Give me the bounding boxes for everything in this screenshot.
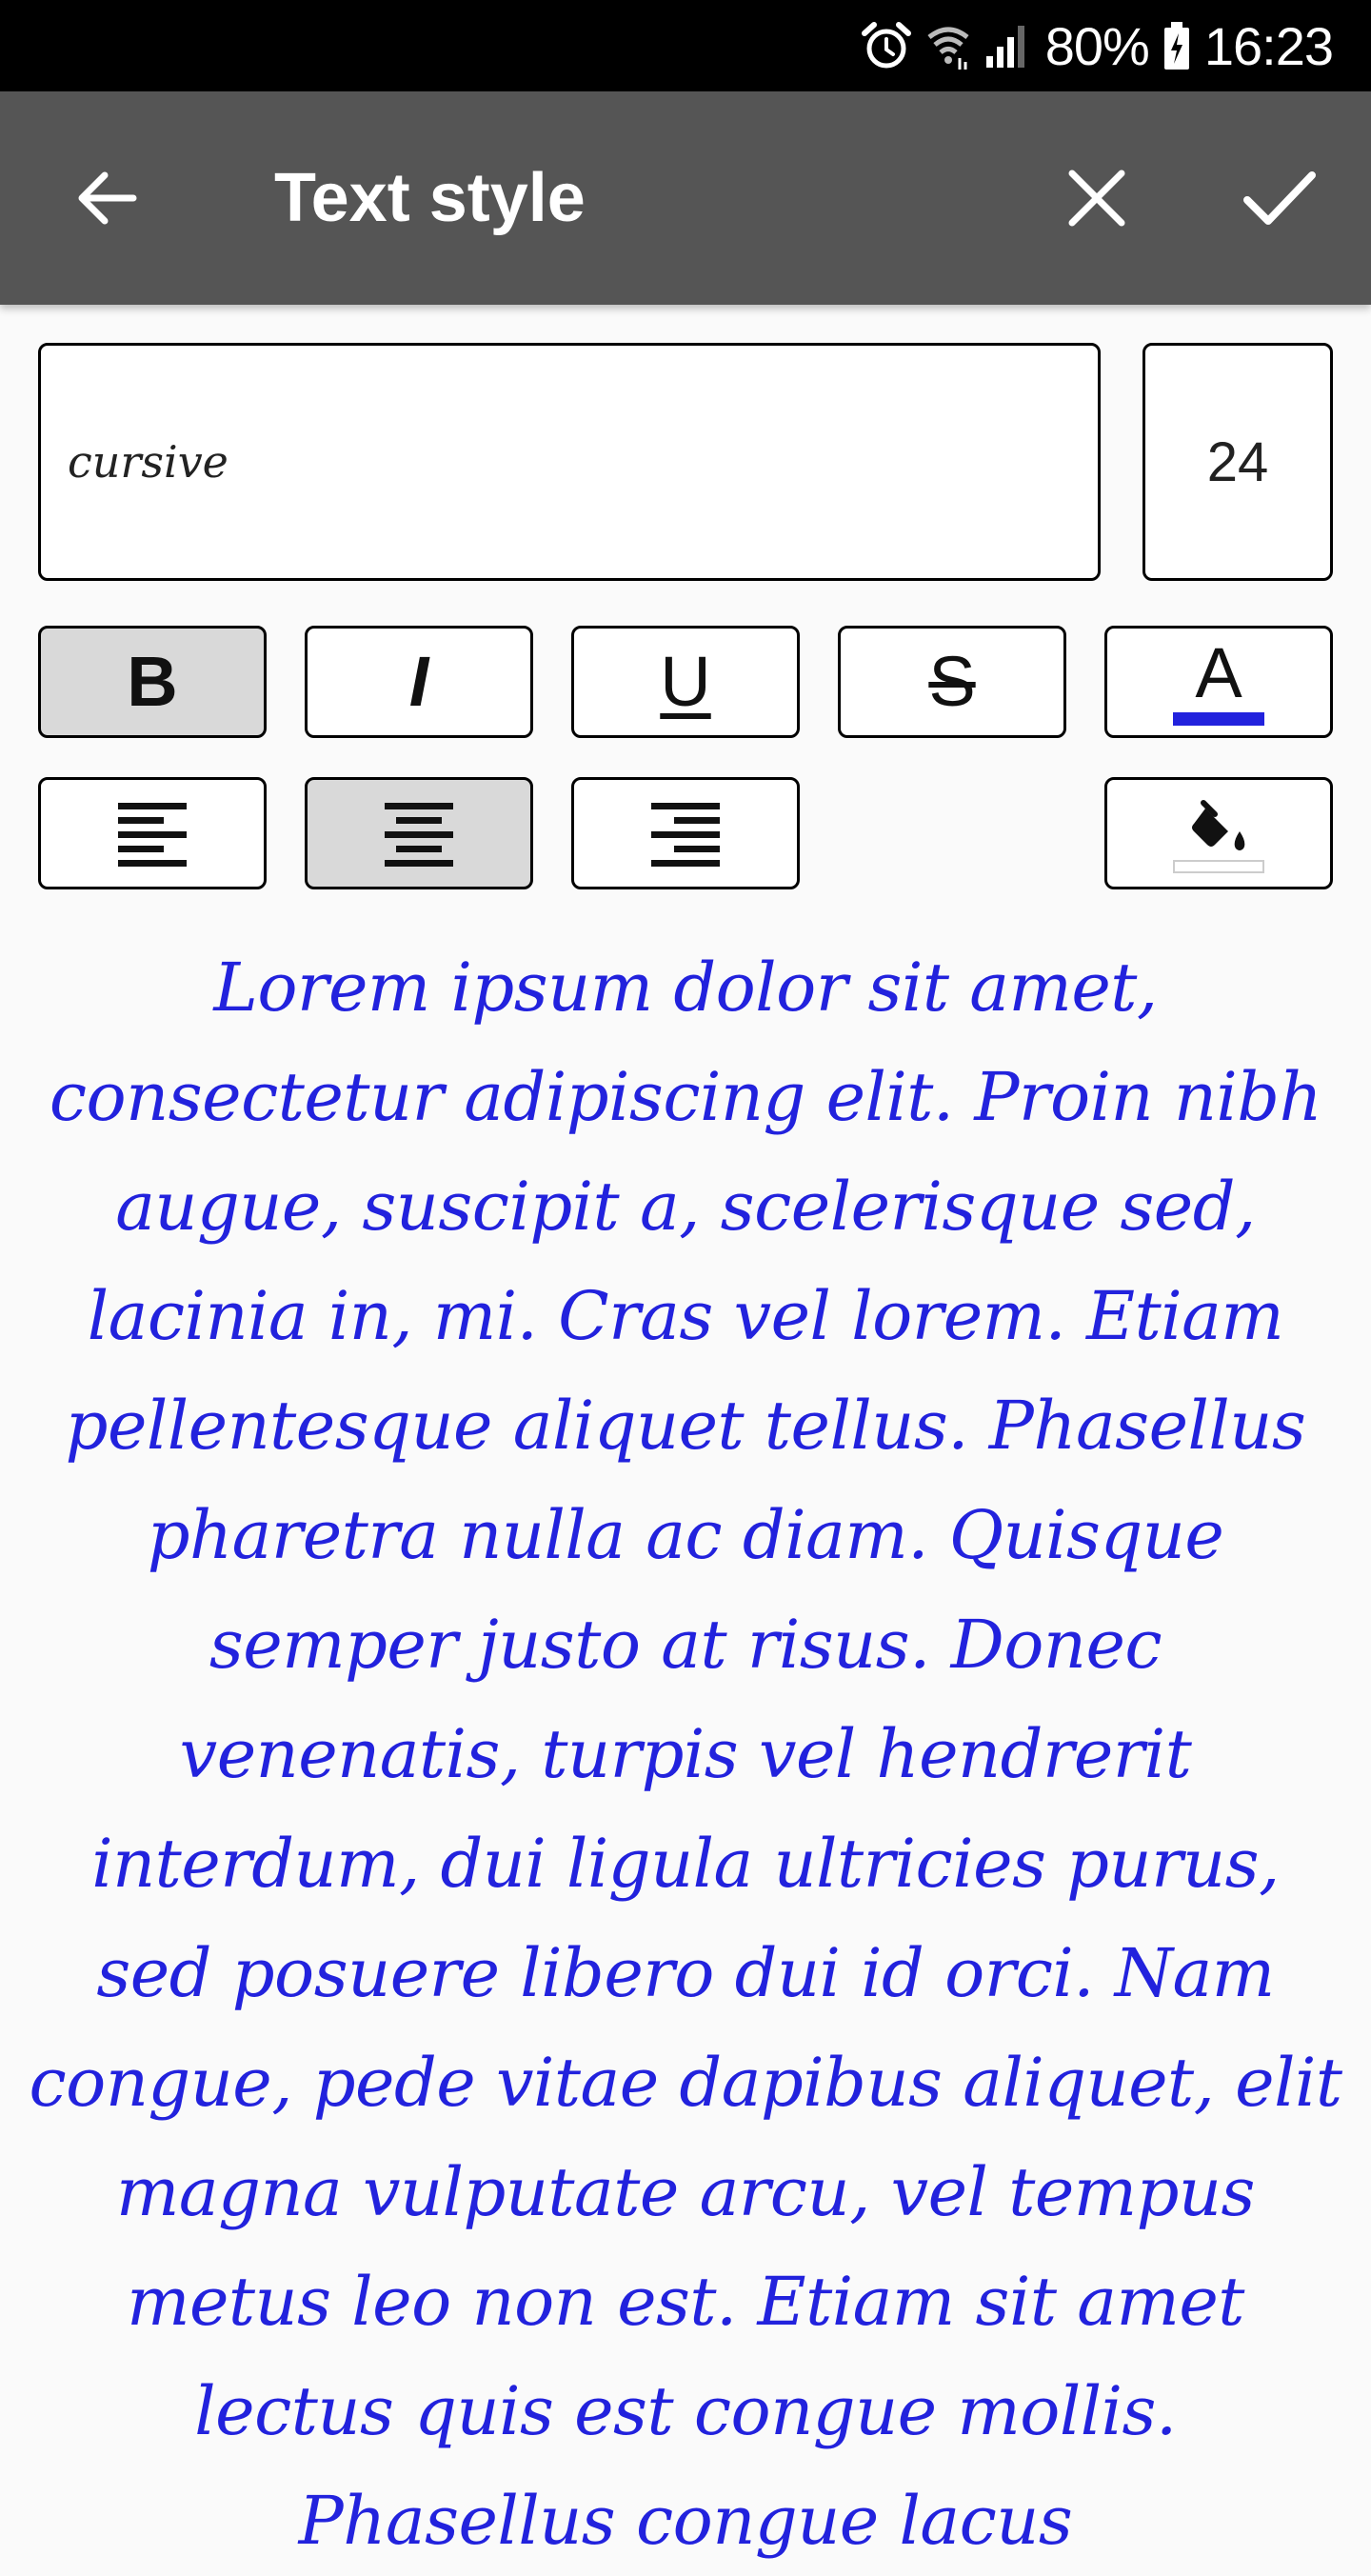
text-color-swatch [1173, 712, 1264, 726]
strikethrough-label: S [928, 642, 976, 721]
strikethrough-button[interactable] [838, 626, 1066, 738]
italic-button[interactable] [305, 626, 533, 738]
font-family-input[interactable] [38, 343, 1101, 581]
page-title: Text style [274, 160, 586, 236]
app-bar [0, 91, 1371, 305]
status-icons [861, 0, 1333, 91]
align-right-icon [649, 799, 722, 868]
confirm-button[interactable] [1211, 91, 1348, 305]
background-fill-swatch [1173, 860, 1264, 873]
background-fill-indicator [1173, 793, 1264, 873]
close-icon [1066, 168, 1127, 229]
align-right-button[interactable] [571, 777, 800, 889]
text-preview: Lorem ipsum dolor sit amet, consectetur adipiscing elit. Proin nibh augue, suscipit a, scelerisque sed, lacinia in, mi. Cras vel lorem. Etiam pellentesque aliquet tellus. Phasellus pharetra nulla ac diam. Quisque semper justo at risus. Donec venenatis, turpis vel hendrerit interdum, dui ligula ultricies purus, sed posuere libero dui id orci. Nam congue, pede vitae dapibus aliquet, elit magna vulputate arcu, vel tempus metus leo non est. Etiam sit amet lectus quis est congue mollis. Phasellus congue lacus [29, 949, 1342, 2560]
background-fill-button[interactable] [1104, 777, 1333, 889]
back-button[interactable] [38, 91, 175, 305]
font-size-input[interactable] [1142, 343, 1333, 581]
bold-label: B [127, 642, 178, 721]
clock: 16:23 [1203, 15, 1333, 76]
align-left-icon [116, 799, 189, 868]
paint-bucket-icon [1181, 793, 1257, 856]
battery-charging-icon [1162, 20, 1191, 71]
text-color-label: A [1195, 633, 1242, 712]
check-icon [1242, 168, 1318, 229]
signal-icon [984, 20, 1032, 71]
text-color-indicator [1173, 633, 1264, 726]
bold-button[interactable] [38, 626, 267, 738]
alarm-icon [861, 20, 912, 71]
align-center-button[interactable] [305, 777, 533, 889]
wifi-icon [925, 20, 971, 71]
underline-label: U [660, 642, 711, 721]
battery-percent: 80% [1044, 15, 1149, 76]
cancel-button[interactable] [1028, 91, 1165, 305]
text-color-button[interactable] [1104, 626, 1333, 738]
align-left-button[interactable] [38, 777, 267, 889]
italic-label: I [408, 642, 429, 721]
status-bar [0, 0, 1371, 91]
align-center-icon [383, 799, 455, 868]
underline-button[interactable] [571, 626, 800, 738]
arrow-left-icon [72, 164, 141, 232]
